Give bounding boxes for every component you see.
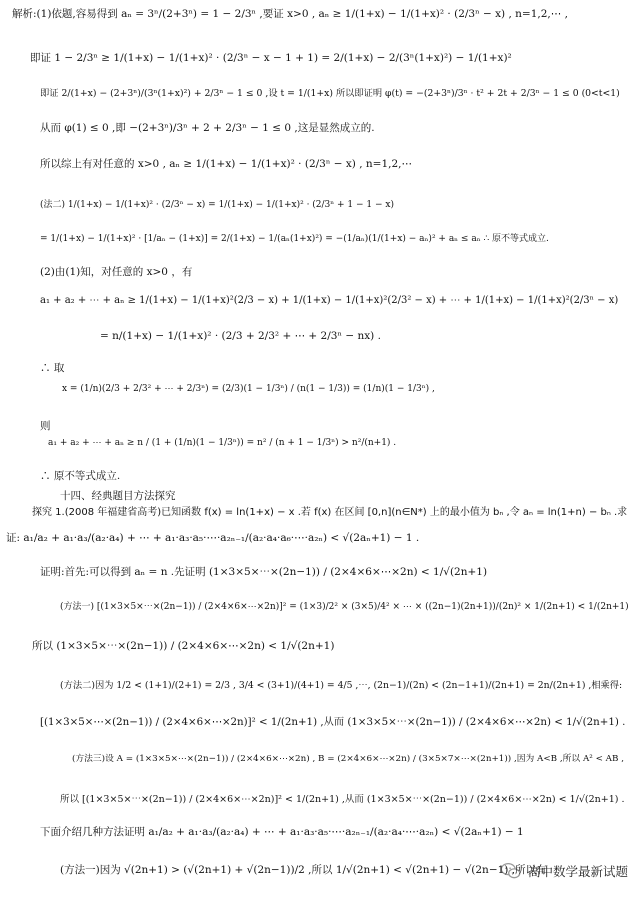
text-line-l10: = n/(1+x) − 1/(1+x)² · (2/3 + 2/3² + ⋯ + 2/3ⁿ − nx) . <box>100 330 381 342</box>
text-line-l15: ∴ 原不等式成立. <box>40 470 121 482</box>
text-line-l26: 下面介绍几种方法证明 a₁/a₂ + a₁·a₃/(a₂·a₄) + ⋯ + a₁·a₃·a₅·⋯·a₂ₙ₋₁/(a₂·a₄·⋯·a₂ₙ) < √(2aₙ+1) − 1 <box>40 826 524 838</box>
text-line-l17: 探究 1.(2008 年福建省高考)已知函数 f(x) = ln(1+x) − x .若 f(x) 在区间 [0,n](n∈N*) 上的最小值为 bₙ ,令 aₙ = ln(1+n) − bₙ .求 <box>32 507 628 518</box>
text-line-l20: (方法一) [(1×3×5×⋯×(2n−1)) / (2×4×6×⋯×2n)]² = (1×3)/2² × (3×5)/4² × ⋯ × ((2n−1)(2n+1))/(2n)² × 1/(2n+1) < 1/(2n+1) <box>60 602 629 612</box>
text-line-l05: 所以综上有对任意的 x>0 , aₙ ≥ 1/(1+x) − 1/(1+x)² · (2/3ⁿ − x) , n=1,2,⋯ <box>40 158 412 170</box>
text-line-l02: 即证 1 − 2/3ⁿ ≥ 1/(1+x) − 1/(1+x)² · (2/3ⁿ − x − 1 + 1) = 2/(1+x) − 2/(3ⁿ(1+x)²) − 1/(1+x)² <box>30 52 512 64</box>
text-line-l11: ∴ 取 <box>40 362 65 374</box>
text-line-l24: (方法三)设 A = (1×3×5×⋯×(2n−1)) / (2×4×6×⋯×2n) , B = (2×4×6×⋯×2n) / (3×5×7×⋯×(2n+1)) ,因为 A<B ,所以 A² < AB , <box>72 754 624 764</box>
watermark-label: 高中数学最新试题 <box>528 864 629 879</box>
text-line-l19: 证明:首先:可以得到 aₙ = n .先证明 (1×3×5×⋯×(2n−1)) / (2×4×6×⋯×2n) < 1/√(2n+1) <box>40 566 488 578</box>
text-line-l27: (方法一)因为 √(2n+1) > (√(2n+1) + √(2n−1))/2 ,所以 1/√(2n+1) < √(2n+1) − √(2n−1) ,所以有 <box>60 864 547 876</box>
text-line-l18: 证: a₁/a₂ + a₁·a₃/(a₂·a₄) + ⋯ + a₁·a₃·a₅·⋯·a₂ₙ₋₁/(a₂·a₄·a₆·⋯·a₂ₙ) < √(2aₙ+1) − 1 . <box>6 532 420 544</box>
text-line-l04: 从而 φ(1) ≤ 0 ,即 −(2+3ⁿ)/3ⁿ + 2 + 2/3ⁿ − 1 ≤ 0 ,这是显然成立的. <box>40 122 375 134</box>
text-line-l07: = 1/(1+x) − 1/(1+x)² · [1/aₙ − (1+x)] = 2/(1+x) − 1/(aₙ(1+x)²) = −(1/aₙ)(1/(1+x) − aₙ)² + aₙ ≤ aₙ ∴ 原不等式成立. <box>40 234 549 244</box>
text-line-l16: 十四、经典题目方法探究 <box>60 490 176 502</box>
text-line-l01: 解析:(1)依题,容易得到 aₙ = 3ⁿ/(2+3ⁿ) = 1 − 2/3ⁿ ,要证 x>0 , aₙ ≥ 1/(1+x) − 1/(1+x)² · (2/3ⁿ − x) , n=1,2,⋯ , <box>12 8 568 20</box>
text-line-l06: (法二) 1/(1+x) − 1/(1+x)² · (2/3ⁿ − x) = 1/(1+x) − 1/(1+x)² · (2/3ⁿ + 1 − 1 − x) <box>40 200 395 210</box>
text-line-l23: [(1×3×5×⋯×(2n−1)) / (2×4×6×⋯×2n)]² < 1/(2n+1) ,从而 (1×3×5×⋯×(2n−1)) / (2×4×6×⋯×2n) < 1/√(2n+1) . <box>40 716 626 728</box>
text-line-l13: 则 <box>40 420 51 432</box>
text-line-l21: 所以 (1×3×5×⋯×(2n−1)) / (2×4×6×⋯×2n) < 1/√(2n+1) <box>32 640 335 652</box>
text-line-l03: 即证 2/(1+x) − (2+3ⁿ)/(3ⁿ(1+x)²) + 2/3ⁿ − 1 ≤ 0 ,设 t = 1/(1+x) 所以即证明 φ(t) = −(2+3ⁿ)/3ⁿ · t² + 2t + 2/3ⁿ − 1 ≤ 0 (0<t<1) <box>40 88 620 99</box>
text-line-l25: 所以 [(1×3×5×⋯×(2n−1)) / (2×4×6×⋯×2n)]² < 1/(2n+1) ,从而 (1×3×5×⋯×(2n−1)) / (2×4×6×⋯×2n) < 1/√(2n+1) . <box>60 794 625 805</box>
text-line-l14: a₁ + a₂ + ⋯ + aₙ ≥ n / (1 + (1/n)(1 − 1/3ⁿ)) = n² / (n + 1 − 1/3ⁿ) > n²/(n+1) . <box>48 438 397 448</box>
text-line-l08: (2)由(1)知，对任意的 x>0 ，有 <box>40 266 193 278</box>
text-line-l22: (方法二)因为 1/2 < (1+1)/(2+1) = 2/3 , 3/4 < (3+1)/(4+1) = 4/5 ,⋯, (2n−1)/(2n) < (2n−1+1)/(2n+1) = 2n/(2n+1) ,相乘得: <box>60 680 623 691</box>
text-line-l09: a₁ + a₂ + ⋯ + aₙ ≥ 1/(1+x) − 1/(1+x)²(2/3 − x) + 1/(1+x) − 1/(1+x)²(2/3² − x) + ⋯ + 1/(1+x) − 1/(1+x)²(2/3ⁿ − x) <box>40 295 619 306</box>
text-line-l12: x = (1/n)(2/3 + 2/3² + ⋯ + 2/3ⁿ) = (2/3)(1 − 1/3ⁿ) / (n(1 − 1/3)) = (1/n)(1 − 1/3ⁿ) , <box>62 384 435 394</box>
